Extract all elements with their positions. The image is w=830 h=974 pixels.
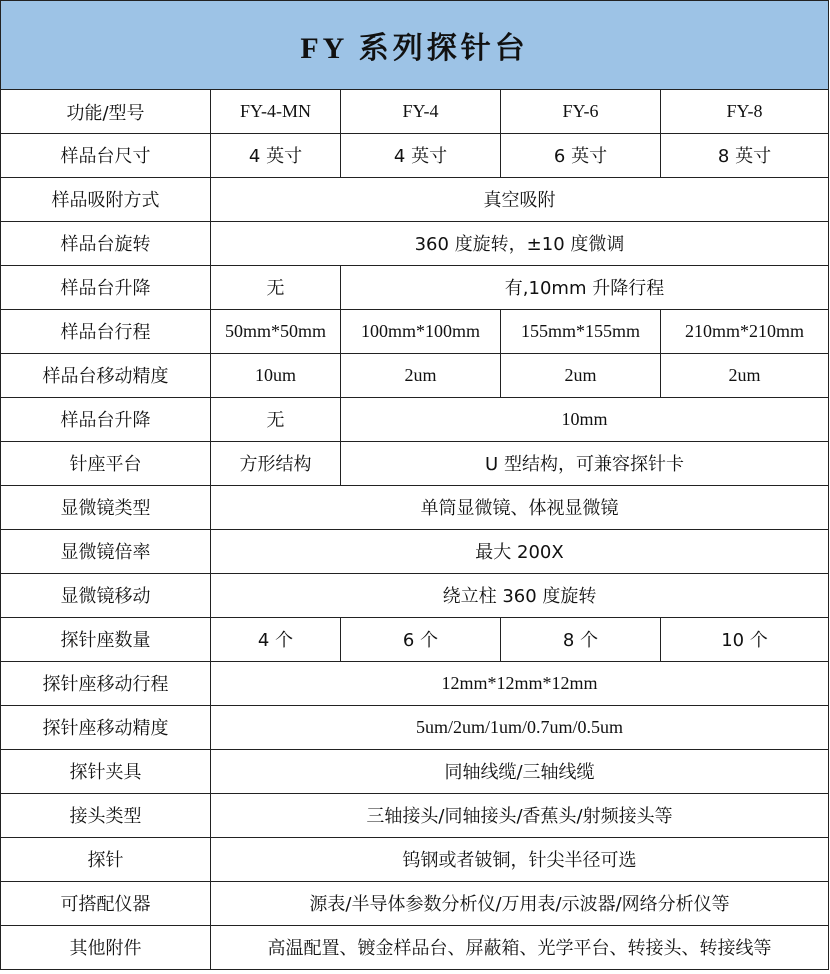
table-cell: 8 英寸	[661, 134, 829, 178]
table-cell: 高温配置、镀金样品台、屏蔽箱、光学平台、转接头、转接线等	[211, 925, 829, 969]
row-label: 样品台尺寸	[1, 134, 211, 178]
table-cell: 最大 200X	[211, 529, 829, 573]
table-cell: U 型结构，可兼容探针卡	[341, 441, 829, 485]
table-row	[1, 705, 829, 749]
table-row	[1, 177, 829, 221]
table-cell: 6 个	[341, 617, 501, 661]
table-cell: 10mm	[341, 397, 829, 441]
model-fy-4-mn: FY-4-MN	[211, 90, 341, 134]
table-cell: 10 个	[661, 617, 829, 661]
table-cell: 同轴线缆/三轴线缆	[211, 749, 829, 793]
table-cell: 100mm*100mm	[341, 309, 501, 353]
table-cell: 钨钢或者铍铜，针尖半径可选	[211, 837, 829, 881]
row-label: 可搭配仪器	[1, 881, 211, 925]
row-label: 显微镜移动	[1, 573, 211, 617]
table-row	[1, 661, 829, 705]
table-row	[1, 485, 829, 529]
table-cell: 有,10mm 升降行程	[341, 265, 829, 309]
table-cell: 方形结构	[211, 441, 341, 485]
table-cell: 绕立柱 360 度旋转	[211, 573, 829, 617]
table-cell: 360 度旋转，±10 度微调	[211, 221, 829, 265]
table-cell: 源表/半导体参数分析仪/万用表/示波器/网络分析仪等	[211, 881, 829, 925]
row-label: 探针座数量	[1, 617, 211, 661]
table-row	[1, 134, 829, 178]
table-row	[1, 397, 829, 441]
row-label: 样品台行程	[1, 309, 211, 353]
table-cell: 155mm*155mm	[501, 309, 661, 353]
table-cell: 210mm*210mm	[661, 309, 829, 353]
table-row	[1, 441, 829, 485]
row-label: 样品台旋转	[1, 221, 211, 265]
table-row	[1, 265, 829, 309]
table-cell: 三轴接头/同轴接头/香蕉头/射频接头等	[211, 793, 829, 837]
row-label: 其他附件	[1, 925, 211, 969]
table-row	[1, 793, 829, 837]
table-row	[1, 221, 829, 265]
table-row	[1, 837, 829, 881]
row-label: 探针	[1, 837, 211, 881]
table-cell: 2um	[661, 353, 829, 397]
model-fy-4: FY-4	[341, 90, 501, 134]
model-fy-6: FY-6	[501, 90, 661, 134]
row-label: 样品台升降	[1, 265, 211, 309]
row-label: 探针座移动行程	[1, 661, 211, 705]
header-row	[1, 90, 829, 134]
table-cell: 4 英寸	[341, 134, 501, 178]
table-cell: 4 英寸	[211, 134, 341, 178]
row-label: 显微镜类型	[1, 485, 211, 529]
table-cell: 单筒显微镜、体视显微镜	[211, 485, 829, 529]
table-cell: 无	[211, 265, 341, 309]
table-row	[1, 881, 829, 925]
table-cell: 12mm*12mm*12mm	[211, 661, 829, 705]
table-row	[1, 353, 829, 397]
table-cell: 4 个	[211, 617, 341, 661]
table-cell: 2um	[341, 353, 501, 397]
row-label: 针座平台	[1, 441, 211, 485]
table-cell: 2um	[501, 353, 661, 397]
table-row	[1, 573, 829, 617]
model-fy-8: FY-8	[661, 90, 829, 134]
table-cell: 50mm*50mm	[211, 309, 341, 353]
table-row	[1, 749, 829, 793]
table-cell: 10um	[211, 353, 341, 397]
row-label: 样品台升降	[1, 397, 211, 441]
row-label: 显微镜倍率	[1, 529, 211, 573]
table-row	[1, 309, 829, 353]
table-cell: 8 个	[501, 617, 661, 661]
table-row	[1, 925, 829, 969]
header-label: 功能/型号	[1, 90, 211, 134]
row-label: 样品吸附方式	[1, 177, 211, 221]
row-label: 接头类型	[1, 793, 211, 837]
row-label: 样品台移动精度	[1, 353, 211, 397]
table-cell: 6 英寸	[501, 134, 661, 178]
table-cell: 真空吸附	[211, 177, 829, 221]
row-label: 探针座移动精度	[1, 705, 211, 749]
table-title: FY 系列探针台	[1, 1, 829, 90]
row-label: 探针夹具	[1, 749, 211, 793]
table-cell: 无	[211, 397, 341, 441]
table-cell: 5um/2um/1um/0.7um/0.5um	[211, 705, 829, 749]
table-row	[1, 617, 829, 661]
table-row	[1, 529, 829, 573]
